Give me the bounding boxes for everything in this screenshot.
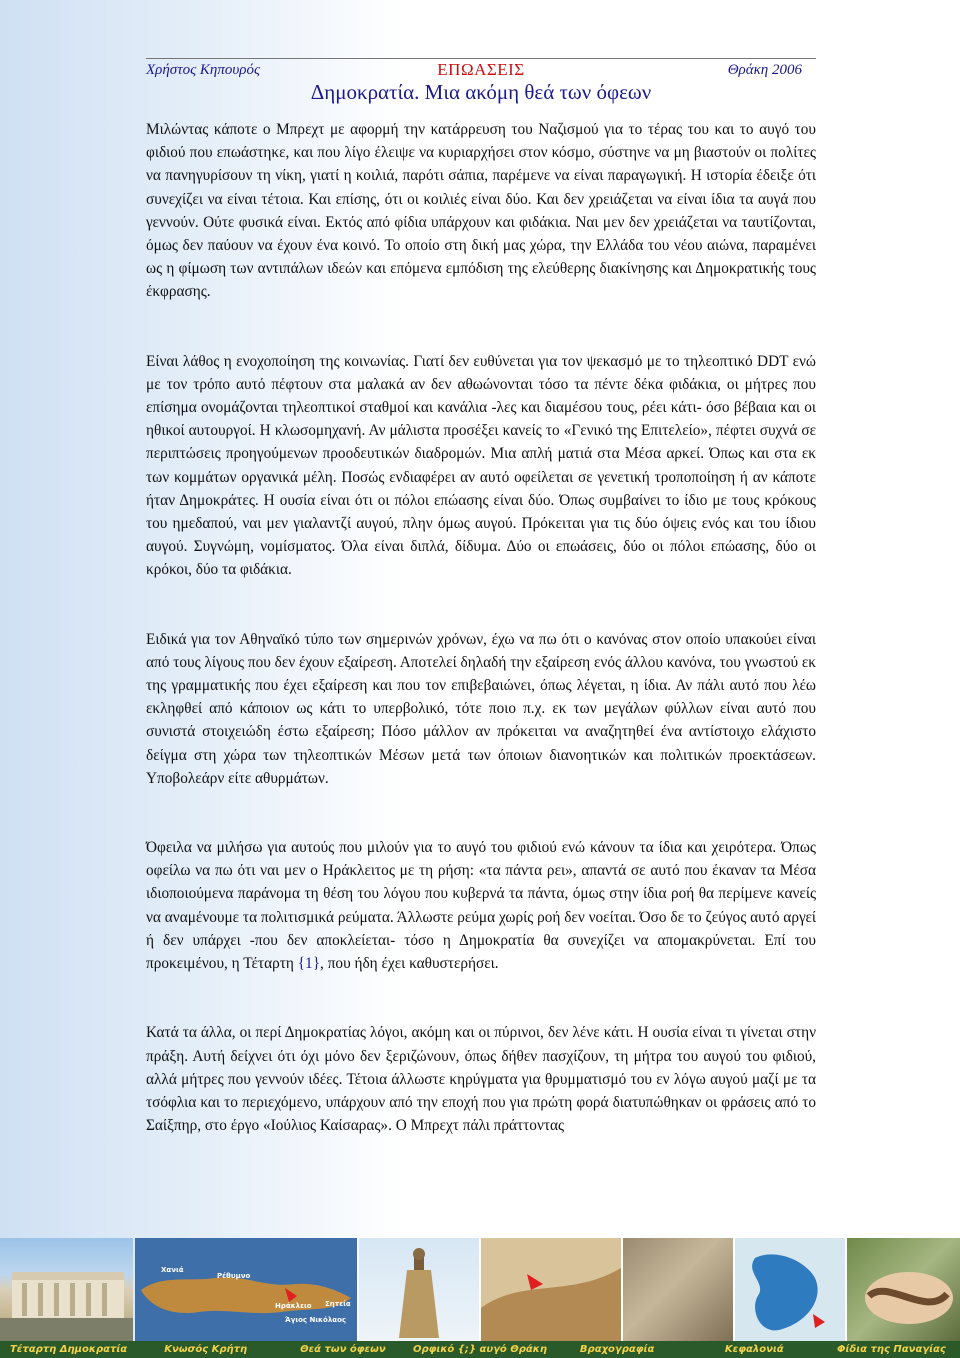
nav-snakes-panagia[interactable]: Φίδια της Παναγίας <box>836 1344 946 1355</box>
nav-fourth-democracy[interactable]: Τέταρτη Δημοκρατία <box>9 1344 128 1355</box>
article-title: Δημοκρατία. Μια ακόμη θεά των όφεων <box>310 80 652 104</box>
rock-art-photo[interactable] <box>623 1238 733 1341</box>
article-body <box>146 118 816 1137</box>
paragraph-4-text: Όφειλα να μιλήσω για αυτούς που μιλούν για το αυγό του φιδιού ενώ κάνουν τα ίδια και χειρότερα. Όπως οφείλω να πω ότι ναι μεν ο Ηράκλειτος με τη ρήση: «τα πάντα ρει», απαντά σε αυτό που έκαναν τα Μέσα ιδιοποιούμενα παράνομα τη θέση του λόγου που κυβερνά τα πάντα, όμως στην ίδια ροή θα περίμενε κανείς να αναμένουμε τα πολιτισμικά ρεύματα. Άλλωστε ρεύμα χωρίς ροή δεν νοείται. Όσο δε το ζεύγος αυτό αργεί ή δεν υπάρχει -που δεν αποκλείεται- τόσο η Δημοκρατία θα συνεχίζει να απομακρύνεται. Επί του προκειμένου, η Τέταρτη <box>146 839 816 973</box>
paragraph-4 <box>146 836 816 975</box>
map-label: Σητεία <box>325 1300 351 1308</box>
paragraph-1: Μιλώντας κάποτε ο Μπρεχτ με αφορμή την κατάρρευση του Ναζισμού για το τέρας του και το αυγό του φιδιού που επωάστηκε, και που λίγο έλειψε να κυριαρχήσει στον κόσμο, σύστηνε να μη βιαστούν οι πολίτες να πανηγυρίσουν τη νίκη, γιατί η κοιλιά, παρότι σάπια, παρέμενε να είναι παραγωγική. Η ιστορία έδειξε ότι συνεχίζει να είναι τέτοια. Και επίσης, ότι οι κοιλιές είναι δύο. Και δεν χρειάζεται να είναι ίδια τα αυγά που γεννούν. Ούτε φυσικά είναι. Εκτός από φίδια υπάρχουν και φιδάκια. Ναι μεν δεν χρειάζεται να ταυτίζονται, όμως δεν παύουν να έχουν ένα κοινό. Το οποίο στη δική μας χώρα, την Ελλάδα του νέου αιώνα, παραμένει ως η φίμωση των αντιπάλων ιδεών και επόμενα εμπόδιση της ελεύθερης διακίνησης και Δημοκρατικής τους έκφρασης. <box>146 121 816 301</box>
orphic-egg-map[interactable] <box>481 1238 621 1341</box>
paragraph-2: Είναι λάθος η ενοχοποίηση της κοινωνίας. Γιατί δεν ευθύνεται για τον ψεκασμό με το τηλεοπτικό DDT ενώ με τον τρόπο αυτό πέφτουν στα μαλακά αν δεν αθωώνονται τόσο τα πέντε δέκα φιδάκια, οι μήτρες που επίσημα ονομάζονται τηλεοπτικοί σταθμοί και κανάλια -λες και διαμέσου τους, ρέει κάτι- όσο βέβαια και οι ηθικοί αυτουργοί. Η κλωσομηχανή. Αν μάλιστα προσέξει κανείς το «Γενικό της Επιτελείο», πέφτει συχνά σε περιπτώσεις προηγούμενων προοδευτικών διαδρομών. Μια απλή ματιά στα Μέσα αρκεί. Όπως και στα εκ των κομμάτων οργανικά μέλη. Ποσώς ενδιαφέρει αν αυτό οφείλεται σε γενετική τροποποίηση ή αν κάποτε ήταν Δημοκράτες. Η ουσία είναι ότι οι πόλοι επώασης είναι δύο. Όπως συμβαίνει το ίδιο με τους κρόκους του ημεδαπού, ναι μεν γιαλαντζί αυγού, πλην όμως αυγού. Πρόκειται για τις δύο όψεις ενός και του ίδιου αυγού. Συγνώμη, νομίσματος. Όλα είναι διπλά, δίδυμα. Δύο οι επωάσεις, δύο οι πόλοι επώασης, δύο οι κρόκοι, δύο τα φιδάκια. <box>146 352 816 579</box>
nav-knossos-crete[interactable]: Κνωσός Κρήτη <box>164 1344 248 1355</box>
nav-orphic-egg[interactable]: Ορφικό {;} αυγό Θράκη <box>412 1344 548 1355</box>
nav-rock-art[interactable]: Βραχογραφία <box>579 1344 655 1355</box>
parliament-photo[interactable] <box>0 1238 133 1341</box>
footer-images <box>0 1238 960 1341</box>
nav-snake-goddess[interactable]: Θεά των όφεων <box>300 1344 386 1355</box>
map-label: Άγιος Νικόλαος <box>285 1316 347 1324</box>
paragraph-4-tail: , που ήδη έχει καθυστερήσει. <box>320 955 499 973</box>
map-label: Χανιά <box>161 1266 184 1274</box>
footer-nav <box>0 1341 960 1358</box>
footnote-link[interactable]: {1} <box>297 955 321 973</box>
map-label: Ρέθυμνο <box>217 1272 251 1280</box>
header-row <box>146 59 816 81</box>
crete-map[interactable] <box>135 1238 357 1341</box>
paragraph-3: Ειδικά για τον Αθηναϊκό τύπο των σημερινών χρόνων, έχω να πω ότι ο κανόνας στον οποίο υπακούει είναι από τους λίγους που δεν έχουν εξαίρεση. Αποτελεί δηλαδή την εξαίρεση ενός άλλου κανόνα, του γνωστού εκ της γραμματικής που έχει εξαίρεση και που τον επιβεβαιώνει, όπως λέγεται, η ίδια. Αν πάλι αυτό που λέω εκληφθεί από κάποιον ως κάτι το υπερβολικό, τότε ποιο π.χ. εκ των μεγάλων φύλλων είναι αυτό που συνιστά στοιχειώδη έστω εξαίρεση; Πόσο μάλλον αν πρόκειται να αναζητηθεί ένα αντίστοιχο ελάχιστο δείγμα στη χώρα των τηλεοπτικών Μέσων μετά των όποιων διανοητικών και πολιτικών προεκτάσεων. Υποβολεάρν είτε αθυρμάτων. <box>146 630 817 787</box>
place-date: Θράκη 2006 <box>727 62 802 78</box>
snake-goddess-photo[interactable] <box>359 1238 479 1341</box>
kefalonia-map[interactable] <box>735 1238 845 1341</box>
snake-photo[interactable] <box>847 1238 960 1341</box>
publication-title: ΕΠΩΑΣΕΙΣ <box>437 60 525 79</box>
author-name: Χρήστος Κηπουρός <box>146 62 261 78</box>
nav-kefalonia[interactable]: Κεφαλονιά <box>724 1344 784 1355</box>
page-header <box>146 58 816 105</box>
paragraph-5: Κατά τα άλλα, οι περί Δημοκρατίας λόγοι, ακόμη και οι πύρινοι, δεν λένε κάτι. Η ουσία είναι τι γίνεται στην πράξη. Αυτή δείχνει ότι όχι μόνο δεν ξεριζώνουν, όπως δήθεν πασχίζουν, τη μήτρα του αυγού του φιδιού, αλλά μήτρες που γεννούν ιδέες. Τέτοια άλλωστε κηρύγματα για θρυμματισμό του εν λόγω αυγού μαζί με τα τσόφλια και το περιεχόμενο, υπάρχουν από την εποχή που για πρώτη φορά διατυπώθηκαν οι φράσεις από το Σαίξπηρ, στο έργο «Ιούλιος Καίσαρας». Ο Μπρεχτ πάλι πράττοντας <box>146 1024 816 1135</box>
footer-banner <box>0 1238 960 1358</box>
map-label: Ηράκλειο <box>275 1302 312 1310</box>
